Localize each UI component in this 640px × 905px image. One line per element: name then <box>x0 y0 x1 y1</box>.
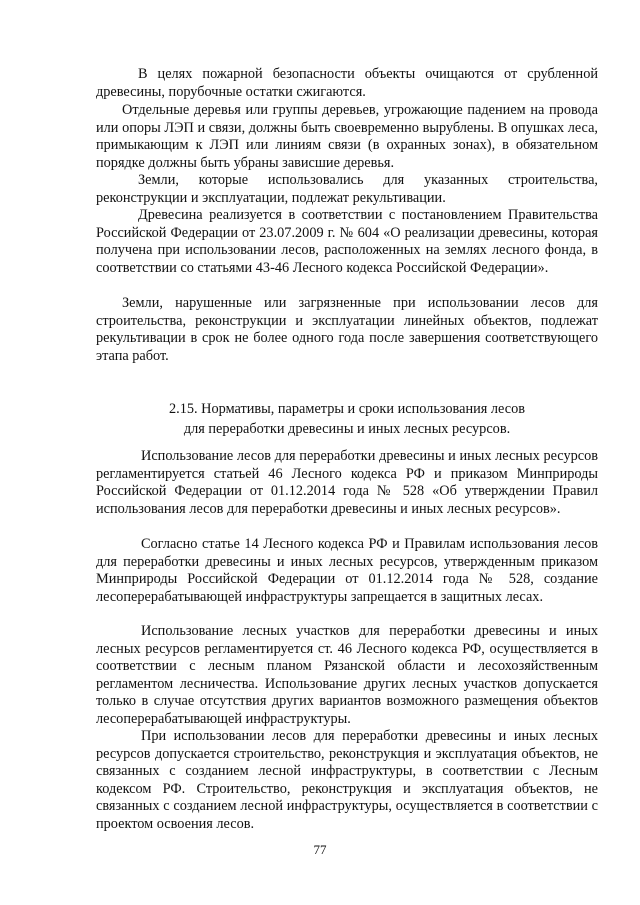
section-heading <box>96 399 598 439</box>
paragraph-disturbed-lands: Земли, нарушенные или загрязненные при использовании лесов для строительства, реконструкции и эксплуатации линейных объектов, подлежат рекультивации в срок не более одного года после завершения соответствующего этапа работ. <box>96 295 598 364</box>
section-heading-line-2: для переработки древесины и иных лесных ресурсов. <box>183 421 511 437</box>
paragraph-forest-plots-use: Использование лесных участков для переработки древесины и иных лесных ресурсов регламентируется ст. 46 Лесного кодекса РФ, осуществляется в соответствии с лесным планом Рязанской области и лесохозяйственным регламентом лесничества. Использование других лесных участков допускается только в случае отсутствия других вариантов возможного размещения объектов лесоперерабатывающей инфраструктуры. <box>96 623 598 727</box>
page-number: 77 <box>313 842 327 857</box>
paragraph-trees-near-power-lines: Отдельные деревья или группы деревьев, угрожающие падением на провода или опоры ЛЭП и связи, должны быть своевременно вырублены. В опушках леса, примыкающим к ЛЭП или линиям связи (в охранных зонах), в обязательном порядке должны быть убраны зависшие деревья. <box>96 102 598 171</box>
paragraph-land-recultivation: Земли, которые использовались для указанных строительства, реконструкции и эксплуатации, подлежат рекультивации. <box>96 172 598 206</box>
paragraph-protective-forests: Согласно статье 14 Лесного кодекса РФ и Правилам использования лесов для переработки древесины и иных лесных ресурсов, утвержденным приказом Минприроды Российской Федерации от 01.12.2014 года № 528, создание лесоперерабатывающей инфраструктуры запрещается в защитных лесах. <box>96 536 598 605</box>
paragraph-timber-sale: Древесина реализуется в соответствии с постановлением Правительства Российской Федерации от 23.07.2009 г. № 604 «О реализации древесины, которая получена при использовании лесов, расположенных на землях лесного фонда, в соответствии со статьями 43-46 Лесного кодекса Российской Федерации». <box>96 207 598 276</box>
paragraph-regulation: Использование лесов для переработки древесины и иных лесных ресурсов регламентируется статьей 46 Лесного кодекса РФ и приказом Минприроды Российской Федерации от 01.12.2014 года № 528 «Об утверждении Правил использования лесов для переработки древесины и иных лесных ресурсов». <box>96 448 598 517</box>
paragraph-fire-safety: В целях пожарной безопасности объекты очищаются от срубленной древесины, порубочные остатки сжигаются. <box>96 66 598 100</box>
paragraph-construction: При использовании лесов для переработки древесины и иных лесных ресурсов допускается строительство, реконструкция и эксплуатация объектов, не связанных с созданием лесной инфраструктуры, в соответствии с Лесным кодексом РФ. Строительство, реконструкция и эксплуатация объектов, не связанных с созданием лесной инфраструктуры, осуществляется в соответствии с проектом освоения лесов. <box>96 728 598 832</box>
section-heading-line-1: 2.15. Нормативы, параметры и сроки использования лесов <box>169 401 525 417</box>
